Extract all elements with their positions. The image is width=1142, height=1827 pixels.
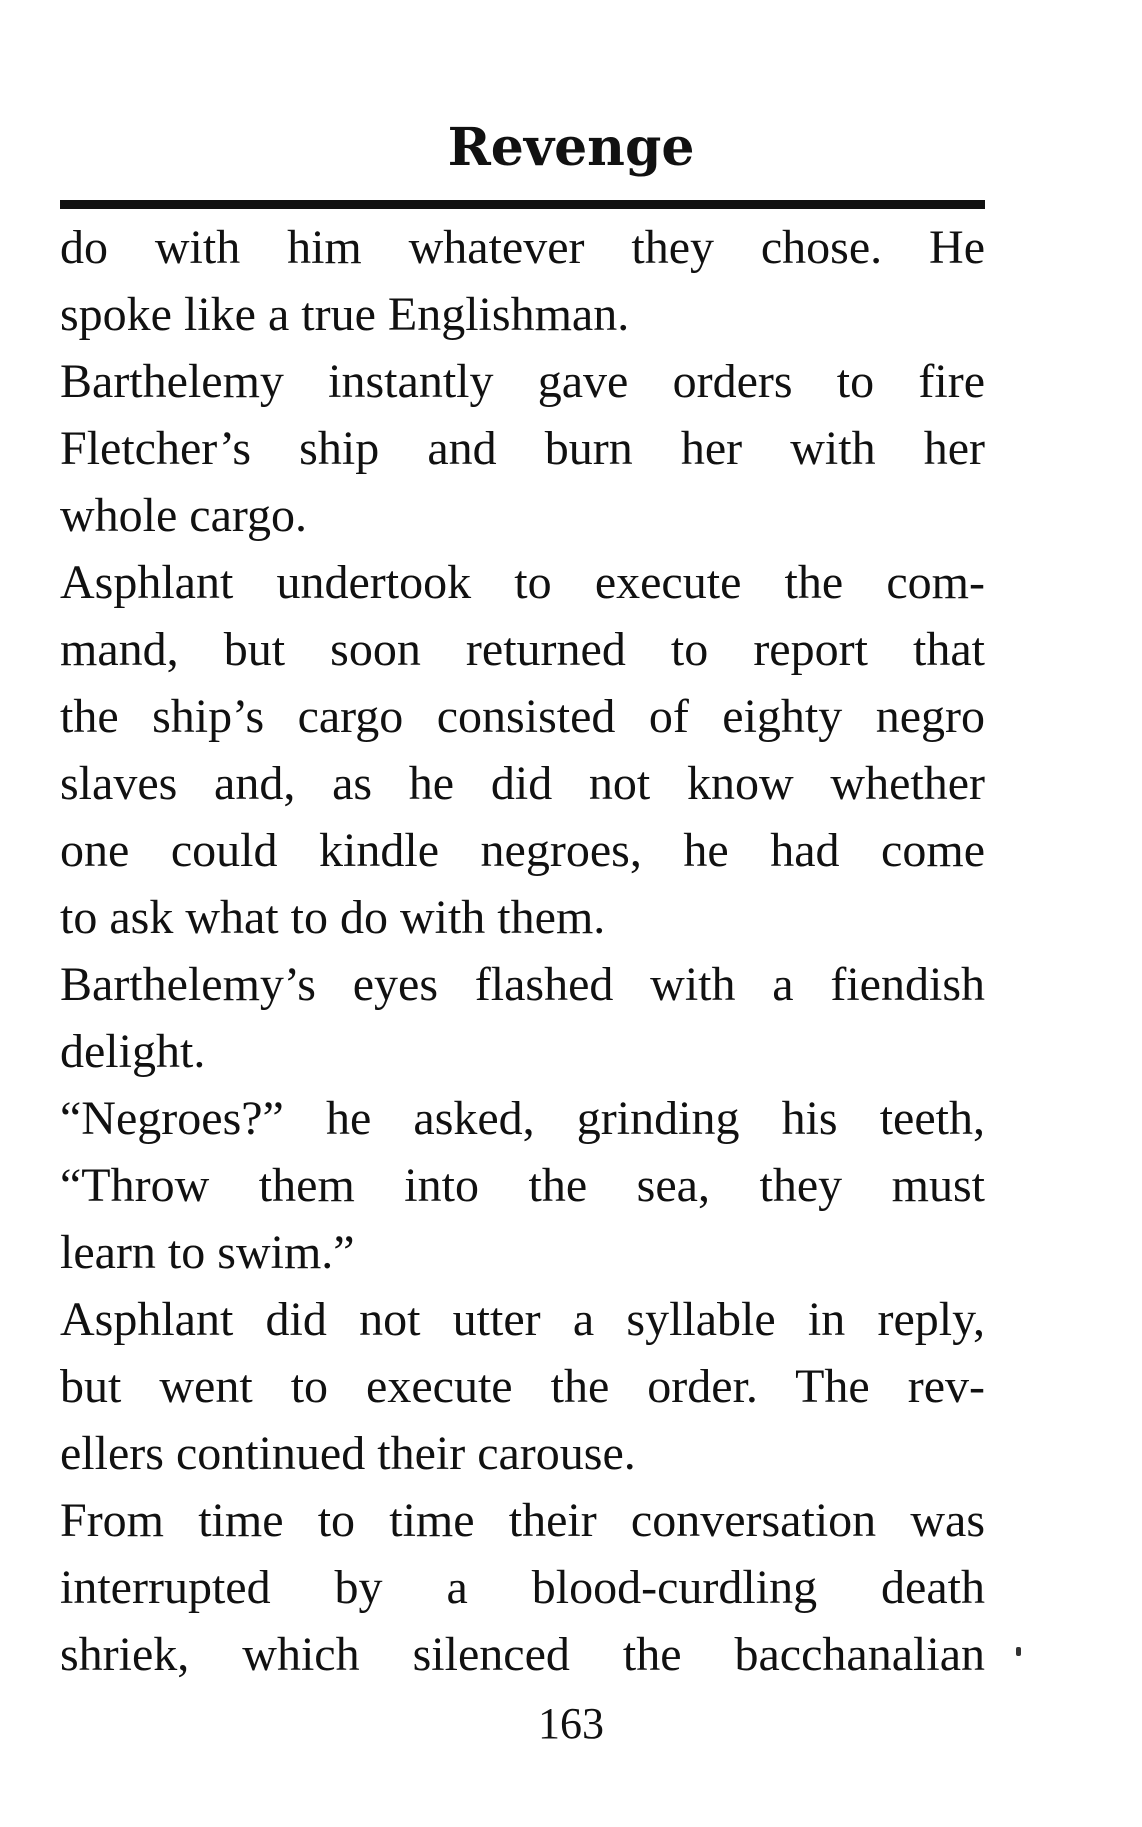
text-line: to ask what to do with them.: [60, 891, 606, 944]
text-line: “Throw them into the sea, they must: [60, 1159, 985, 1212]
text-line: shriek, which silenced the bacchanalian: [60, 1628, 985, 1681]
page-number: 163: [538, 1699, 604, 1748]
text-line: Fletcher’s ship and burn her with her: [60, 422, 985, 475]
body-text: [60, 214, 985, 1688]
text-line: whole cargo.: [60, 489, 308, 542]
text-line: From time to time their conversation was: [60, 1494, 985, 1547]
text-line: Barthelemy’s eyes flashed with a fiendish: [60, 958, 985, 1011]
text-line: Asphlant undertook to execute the com-: [60, 556, 985, 609]
text-line: Barthelemy instantly gave orders to fire: [60, 355, 985, 408]
text-line: do with him whatever they chose. He: [60, 221, 985, 274]
text-line: one could kindle negroes, he had come: [60, 824, 985, 877]
text-line: interrupted by a blood-curdling death: [60, 1561, 985, 1614]
text-line: mand, but soon returned to report that: [60, 623, 985, 676]
text-line: learn to swim.”: [60, 1226, 355, 1279]
text-line: but went to execute the order. The rev-: [60, 1360, 985, 1413]
text-line: spoke like a true Englishman.: [60, 288, 630, 341]
header-rule: [60, 200, 985, 209]
running-head: Revenge: [447, 117, 695, 178]
text-line: delight.: [60, 1025, 206, 1078]
text-line: the ship’s cargo consisted of eighty negro: [60, 690, 985, 743]
text-line: “Negroes?” he asked, grinding his teeth,: [60, 1092, 985, 1145]
ink-speck: [1016, 1647, 1021, 1656]
text-line: ellers continued their carouse.: [60, 1427, 636, 1480]
text-line: slaves and, as he did not know whether: [60, 757, 985, 810]
text-line: Asphlant did not utter a syllable in reply,: [60, 1293, 985, 1346]
